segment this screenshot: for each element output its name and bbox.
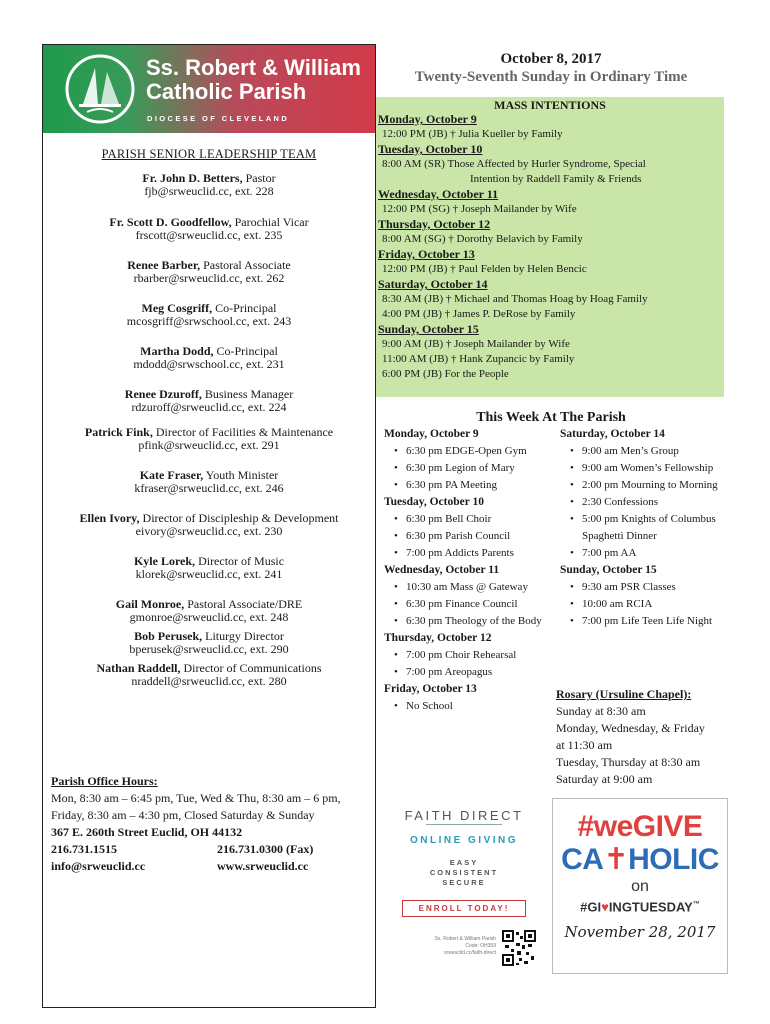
staff-email[interactable]: pfink@srweuclid.cc, ext. 291 xyxy=(138,438,280,452)
wegive-catholic-ad xyxy=(552,798,728,974)
staff-name: Renee Barber, xyxy=(127,258,201,272)
staff-member xyxy=(43,662,375,688)
staff-name: Kyle Lorek, xyxy=(133,554,196,568)
staff-name: Meg Cosgriff, xyxy=(141,301,213,315)
staff-member xyxy=(43,426,375,452)
week-day-heading: Sunday, October 15 xyxy=(560,564,657,576)
left-column xyxy=(42,44,376,1008)
week-day-heading: Wednesday, October 11 xyxy=(384,564,500,576)
staff-role: Director of Discipleship & Development xyxy=(139,511,339,525)
event-list xyxy=(384,647,556,681)
rosary-time: Tuesday, Thursday at 8:30 am xyxy=(556,755,701,769)
week-day-heading: Thursday, October 12 xyxy=(384,632,492,644)
liturgical-sunday: Twenty-Seventh Sunday in Ordinary Time xyxy=(414,69,688,85)
parish-logo-icon xyxy=(65,54,135,124)
givingtuesday-date: November 28, 2017 xyxy=(564,923,716,942)
parish-email-link[interactable]: info@srweuclid.cc xyxy=(51,859,146,873)
event-item: • 5:00 pm Knights of Columbus Spaghetti Dinner xyxy=(560,511,730,545)
event-list xyxy=(560,579,730,630)
staff-name: Fr. Scott D. Goodfellow, xyxy=(109,215,232,229)
staff-member xyxy=(43,345,375,371)
week-schedule-right xyxy=(560,426,730,630)
bulletin-header xyxy=(378,50,724,87)
staff-role: Liturgy Director xyxy=(202,629,284,643)
event-item: • 9:00 am Men’s Group xyxy=(560,443,730,460)
staff-email[interactable]: rbarber@srweuclid.cc, ext. 262 xyxy=(133,271,285,285)
event-item: • 7:00 pm Addicts Parents xyxy=(384,545,556,562)
leadership-team xyxy=(43,147,375,688)
office-hours-line: Mon, 8:30 am – 6:45 pm, Tue, Wed & Thu, 8:30 am – 6 pm, xyxy=(51,791,341,805)
event-item: • 6:30 pm EDGE-Open Gym xyxy=(384,443,556,460)
parish-fax: 216.731.0300 (Fax) xyxy=(217,842,314,856)
staff-role: Director of Facilities & Maintenance xyxy=(152,425,334,439)
mass-intention-entry: 6:00 PM (JB) For the People xyxy=(382,368,509,380)
enroll-today-button[interactable]: ENROLL TODAY! xyxy=(402,900,526,917)
staff-role: Director of Communications xyxy=(180,661,322,675)
week-heading: This Week At The Parish xyxy=(476,410,626,425)
diocese-label: DIOCESE OF CLEVELAND xyxy=(147,114,290,123)
office-hours-line: Friday, 8:30 am – 4:30 pm, Closed Saturday & Sunday xyxy=(51,808,315,822)
staff-member xyxy=(43,302,375,328)
event-item: • 9:30 am PSR Classes xyxy=(560,579,730,596)
event-list xyxy=(384,698,556,715)
rosary-heading: Rosary (Ursuline Chapel): xyxy=(556,687,692,701)
parish-name: Ss. Robert & William Catholic Parish xyxy=(146,55,361,104)
staff-role: Youth Minister xyxy=(203,468,279,482)
event-list xyxy=(384,511,556,562)
event-item: • 7:00 pm Choir Rehearsal xyxy=(384,647,556,664)
staff-role: Co-Principal xyxy=(212,301,277,315)
staff-member xyxy=(43,172,375,198)
mass-day: Sunday, October 15 xyxy=(378,322,479,336)
wegive-hashtag: #weGIVE xyxy=(577,810,703,843)
staff-email[interactable]: bperusek@srweuclid.cc, ext. 290 xyxy=(129,642,289,656)
giving-features: EASY CONSISTENT SECURE xyxy=(429,858,499,887)
staff-email[interactable]: eivory@srweuclid.cc, ext. 230 xyxy=(135,524,283,538)
rosary-time: at 11:30 am xyxy=(556,738,613,752)
mass-intention-entry: 12:00 PM (JB) † Paul Felden by Helen Bencic xyxy=(382,263,587,275)
mass-intentions xyxy=(376,97,724,397)
staff-name: Gail Monroe, xyxy=(115,597,185,611)
staff-email[interactable]: gmonroe@srweuclid.cc, ext. 248 xyxy=(129,610,289,624)
staff-list xyxy=(43,172,375,688)
staff-member xyxy=(43,555,375,581)
givingtuesday-hashtag: #GI♥INGTUESDAY™ xyxy=(580,899,700,915)
event-item: • 7:00 pm AA xyxy=(560,545,730,562)
staff-name: Martha Dodd, xyxy=(140,344,214,358)
office-info xyxy=(51,773,369,875)
week-day-heading: Monday, October 9 xyxy=(384,428,479,440)
event-list xyxy=(384,579,556,630)
office-hours-heading: Parish Office Hours: xyxy=(51,774,158,788)
event-item: • 6:30 pm PA Meeting xyxy=(384,477,556,494)
event-list xyxy=(384,443,556,494)
mass-intention-entry: 8:30 AM (JB) † Michael and Thomas Hoag by Hoag Family xyxy=(382,293,648,305)
staff-email[interactable]: mcosgriff@srwschool.cc, ext. 243 xyxy=(126,314,292,328)
staff-member xyxy=(43,512,375,538)
staff-role: Business Manager xyxy=(201,387,294,401)
event-item: • 6:30 pm Parish Council xyxy=(384,528,556,545)
parish-address: 367 E. 260th Street Euclid, OH 44132 xyxy=(51,825,243,839)
staff-email[interactable]: klorek@srweuclid.cc, ext. 241 xyxy=(135,567,283,581)
mass-intention-continuation: Intention by Raddell Family & Friends xyxy=(470,173,642,185)
event-item: • 6:30 pm Bell Choir xyxy=(384,511,556,528)
heart-icon: ♥ xyxy=(601,899,609,915)
mass-intentions-heading: MASS INTENTIONS xyxy=(494,98,606,112)
staff-member xyxy=(43,630,375,656)
wegive-on-label: on xyxy=(631,878,649,895)
staff-role: Director of Music xyxy=(195,554,285,568)
event-item: • 6:30 pm Legion of Mary xyxy=(384,460,556,477)
online-giving-label: ONLINE GIVING xyxy=(409,835,519,846)
catholic-wordmark: CA✝HOLIC xyxy=(561,843,719,876)
mass-intention-entry: 12:00 PM (SG) † Joseph Mailander by Wife xyxy=(382,203,577,215)
mass-day: Thursday, October 12 xyxy=(378,217,491,231)
event-item: • 7:00 pm Areopagus xyxy=(384,664,556,681)
event-item: • 10:00 am RCIA xyxy=(560,596,730,613)
rosary-time: Saturday at 9:00 am xyxy=(556,772,653,786)
mass-intention-entry: 4:00 PM (JB) † James P. DeRose by Family xyxy=(382,308,576,320)
team-heading: PARISH SENIOR LEADERSHIP TEAM xyxy=(101,147,317,161)
staff-name: Ellen Ivory, xyxy=(79,511,140,525)
week-schedule-left xyxy=(384,426,556,715)
event-list xyxy=(560,443,730,562)
event-item: • No School xyxy=(384,698,556,715)
qr-code-icon[interactable] xyxy=(502,930,536,966)
staff-email[interactable]: nraddell@srweuclid.cc, ext. 280 xyxy=(131,674,287,688)
staff-name: Renee Dzuroff, xyxy=(124,387,202,401)
parish-logo-banner xyxy=(43,45,375,133)
mass-day: Wednesday, October 11 xyxy=(378,187,499,201)
staff-role: Pastor xyxy=(242,171,276,185)
parish-phone[interactable]: 216.731.1515 xyxy=(51,842,117,856)
mass-intention-entry: 8:00 AM (SR) Those Affected by Hurler Syndrome, Special xyxy=(382,158,646,170)
staff-member xyxy=(43,259,375,285)
faith-direct-ad[interactable] xyxy=(396,808,532,970)
faith-direct-logo: FAITH DIRECT xyxy=(404,808,524,823)
staff-member xyxy=(43,216,375,242)
staff-role: Pastoral Associate xyxy=(200,258,291,272)
mass-intention-entry: 11:00 AM (JB) † Hank Zupancic by Family xyxy=(382,353,575,365)
staff-email[interactable]: kfraser@srweuclid.cc, ext. 246 xyxy=(134,481,284,495)
mass-day: Monday, October 9 xyxy=(378,112,477,126)
event-item: • 7:00 pm Life Teen Life Night xyxy=(560,613,730,630)
week-day-heading: Tuesday, October 10 xyxy=(384,496,485,508)
mass-day: Friday, October 13 xyxy=(378,247,475,261)
staff-email[interactable]: fjb@srweuclid.cc, ext. 228 xyxy=(144,184,274,198)
event-item: • 10:30 am Mass @ Gateway xyxy=(384,579,556,596)
rosary-time: Monday, Wednesday, & Friday xyxy=(556,721,705,735)
mass-intentions-list xyxy=(376,112,724,382)
staff-role: Pastoral Associate/DRE xyxy=(184,597,303,611)
staff-name: Patrick Fink, xyxy=(84,425,153,439)
staff-email[interactable]: frscott@srweuclid.cc, ext. 235 xyxy=(135,228,283,242)
mass-intention-entry: 8:00 AM (SG) † Dorothy Belavich by Family xyxy=(382,233,583,245)
staff-member xyxy=(43,388,375,414)
rosary-schedule xyxy=(556,686,736,788)
event-item: • 2:30 Confessions xyxy=(560,494,730,511)
staff-role: Parochial Vicar xyxy=(231,215,309,229)
staff-role: Co-Principal xyxy=(213,344,278,358)
staff-member xyxy=(43,598,375,624)
week-day-heading: Friday, October 13 xyxy=(384,683,477,695)
divider xyxy=(426,824,502,825)
event-item: • 6:30 pm Finance Council xyxy=(384,596,556,613)
mass-intention-entry: 9:00 AM (JB) † Joseph Mailander by Wife xyxy=(382,338,570,350)
mass-intention-entry: 12:00 PM (JB) † Julia Kueller by Family xyxy=(382,128,563,140)
staff-name: Nathan Raddell, xyxy=(96,661,181,675)
bulletin-date: October 8, 2017 xyxy=(500,51,602,67)
event-item: • 2:00 pm Mourning to Morning xyxy=(560,477,730,494)
event-item: • 9:00 am Women’s Fellowship xyxy=(560,460,730,477)
staff-email[interactable]: mdodd@srwschool.cc, ext. 231 xyxy=(133,357,285,371)
mass-day: Tuesday, October 10 xyxy=(378,142,483,156)
cross-icon: ✝ xyxy=(603,843,629,876)
parish-website-link[interactable]: www.srweuclid.cc xyxy=(217,859,309,873)
staff-name: Kate Fraser, xyxy=(139,468,204,482)
staff-name: Fr. John D. Betters, xyxy=(142,171,243,185)
staff-email[interactable]: rdzuroff@srweuclid.cc, ext. 224 xyxy=(131,400,287,414)
mass-day: Saturday, October 14 xyxy=(378,277,488,291)
staff-member xyxy=(43,469,375,495)
faith-direct-details: Ss. Robert & William Parish Code: OH359 srweuclid.cc/faith-direct xyxy=(434,936,496,956)
event-item: • 6:30 pm Theology of the Body xyxy=(384,613,556,630)
week-day-heading: Saturday, October 14 xyxy=(560,428,665,440)
rosary-time: Sunday at 8:30 am xyxy=(556,704,646,718)
staff-name: Bob Perusek, xyxy=(134,629,203,643)
